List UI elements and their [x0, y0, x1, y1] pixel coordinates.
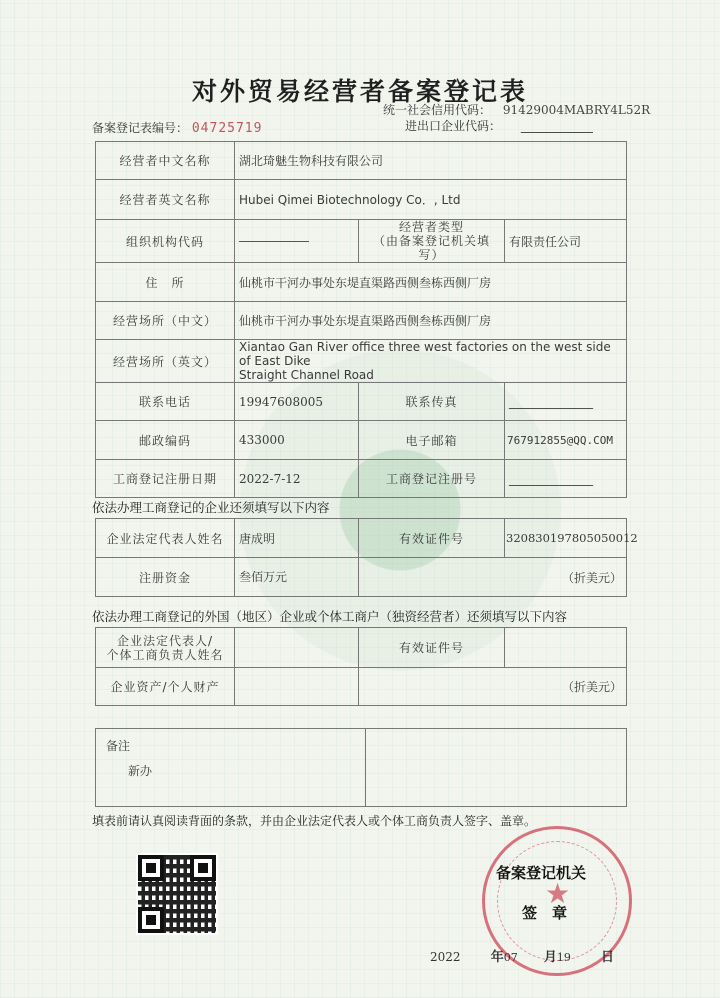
date-month: 07 — [503, 951, 518, 964]
credit-code-row — [383, 101, 650, 118]
qr-finder — [138, 907, 164, 933]
operator-type-label-cell — [359, 220, 505, 263]
table-row — [96, 519, 627, 558]
rep-label-line1: 企业法定代表人/ — [116, 633, 214, 648]
table-row — [96, 302, 627, 340]
org-code-blank — [239, 241, 309, 242]
authority-label: 备案登记机关 — [496, 864, 587, 882]
id-number-label: 有效证件号 — [359, 519, 505, 558]
ie-code-value: ____________ — [520, 119, 593, 133]
capital-label: 注册资金 — [96, 558, 235, 597]
reg-no-label: 工商登记注册号 — [359, 460, 505, 498]
capital-usd-unit: （折美元） — [561, 570, 622, 585]
legal-rep-label: 企业法定代表人姓名 — [96, 519, 235, 558]
remarks-label: 备注 — [106, 739, 131, 753]
id-number-value: 320830197805050012 — [505, 519, 627, 558]
table-row — [96, 628, 627, 668]
en-name-value: Hubei Qimei Biotechnology Co．, Ltd — [235, 180, 627, 220]
form-number-label: 备案登记表编号： — [92, 121, 189, 135]
rep-value — [235, 628, 359, 668]
org-code-value — [235, 220, 359, 263]
credit-code-label: 统一社会信用代码： — [383, 103, 492, 117]
section1-table — [95, 518, 638, 597]
fax-value: ______________ — [505, 383, 627, 421]
table-row — [96, 668, 627, 706]
email-label: 电子邮箱 — [359, 421, 505, 460]
remarks-value: 新办 — [128, 764, 153, 778]
operator-type-sublabel: （由备案登记机关填写） — [372, 234, 490, 262]
date-year: 2022 — [430, 950, 461, 964]
main-info-table — [95, 141, 627, 498]
form-number-value: 04725719 — [191, 121, 263, 136]
table-row — [96, 340, 627, 383]
operator-type-value: 有限责任公司 — [505, 220, 627, 263]
credit-code-value: 91429004MABRY4L52R — [502, 103, 651, 117]
section2-table — [95, 627, 627, 706]
capital-value: 叁佰万元 — [235, 558, 359, 597]
org-code-label: 组织机构代码 — [96, 220, 235, 263]
footer-notice: 填表前请认真阅读背面的条款，并由企业法定代表人或个体工商负责人签字、盖章。 — [92, 814, 537, 828]
seal-star-icon: ★ — [545, 877, 571, 910]
legal-rep-value: 唐成明 — [235, 519, 359, 558]
rep-label-cell — [96, 628, 235, 668]
assets-label: 企业资产/个人财产 — [96, 668, 235, 706]
seal-label: 签 章 — [522, 904, 568, 922]
postal-code-value: 433000 — [235, 421, 359, 460]
qr-finder — [138, 855, 164, 881]
section2-id-value — [505, 628, 627, 668]
cn-name-label: 经营者中文名称 — [96, 142, 235, 180]
assets-usd-unit: （折美元） — [561, 680, 622, 694]
remarks-table — [95, 728, 627, 807]
date-year-unit: 年 — [490, 950, 504, 965]
table-row — [96, 383, 627, 421]
section2-title: 依法办理工商登记的外国（地区）企业或个体工商户（独资经营者）还须填写以下内容 — [92, 609, 568, 624]
footer-date — [430, 946, 614, 965]
table-row — [96, 180, 627, 220]
premises-en-label: 经营场所（英文） — [96, 340, 235, 383]
premises-en-value — [235, 340, 627, 383]
rep-label-line2: 个体工商负责人姓名 — [106, 647, 224, 662]
qr-finder — [190, 855, 216, 881]
assets-usd-cell — [359, 668, 627, 706]
address-label: 住 所 — [96, 263, 235, 302]
qr-code — [136, 853, 218, 935]
premises-cn-label: 经营场所（中文） — [96, 302, 235, 340]
table-row — [96, 421, 627, 460]
reg-date-value: 2022-7-12 — [235, 460, 359, 498]
ie-code-row — [405, 117, 593, 134]
reg-no-value: ______________ — [505, 460, 627, 498]
section1-title: 依法办理工商登记的企业还须填写以下内容 — [92, 500, 330, 515]
fax-label: 联系传真 — [359, 383, 505, 421]
cn-name-value: 湖北琦魅生物科技有限公司 — [235, 142, 627, 180]
table-row — [96, 558, 627, 597]
premises-cn-value: 仙桃市干河办事处东堤直渠路西侧叁栋西侧厂房 — [235, 302, 627, 340]
premises-en-line2: Straight Channel Road — [239, 368, 374, 382]
date-day-unit: 日 — [601, 950, 615, 965]
form-number-row — [92, 119, 262, 136]
section2-id-label: 有效证件号 — [359, 628, 505, 668]
table-row — [96, 142, 627, 180]
capital-usd-cell — [359, 558, 627, 597]
remarks-cell — [96, 729, 366, 807]
remarks-blank — [366, 729, 627, 807]
date-month-unit: 月 — [543, 950, 557, 965]
table-row — [96, 220, 627, 263]
phone-label: 联系电话 — [96, 383, 235, 421]
en-name-label: 经营者英文名称 — [96, 180, 235, 220]
table-row — [96, 460, 627, 498]
reg-date-label: 工商登记注册日期 — [96, 460, 235, 498]
postal-code-label: 邮政编码 — [96, 421, 235, 460]
ie-code-label: 进出口企业代码： — [405, 119, 502, 133]
assets-value — [235, 668, 359, 706]
document-title: 对外贸易经营者备案登记表 — [191, 77, 528, 106]
email-value: 767912855@QQ.COM — [505, 421, 627, 460]
phone-value: 19947608005 — [235, 383, 359, 421]
table-row — [96, 729, 627, 807]
date-day: 19 — [556, 951, 571, 964]
operator-type-label: 经营者类型 — [398, 220, 464, 234]
address-value: 仙桃市干河办事处东堤直渠路西侧叁栋西侧厂房 — [235, 263, 627, 302]
table-row — [96, 263, 627, 302]
premises-en-line1: Xiantao Gan River office three west factories on the west side of East Dike — [239, 340, 611, 368]
